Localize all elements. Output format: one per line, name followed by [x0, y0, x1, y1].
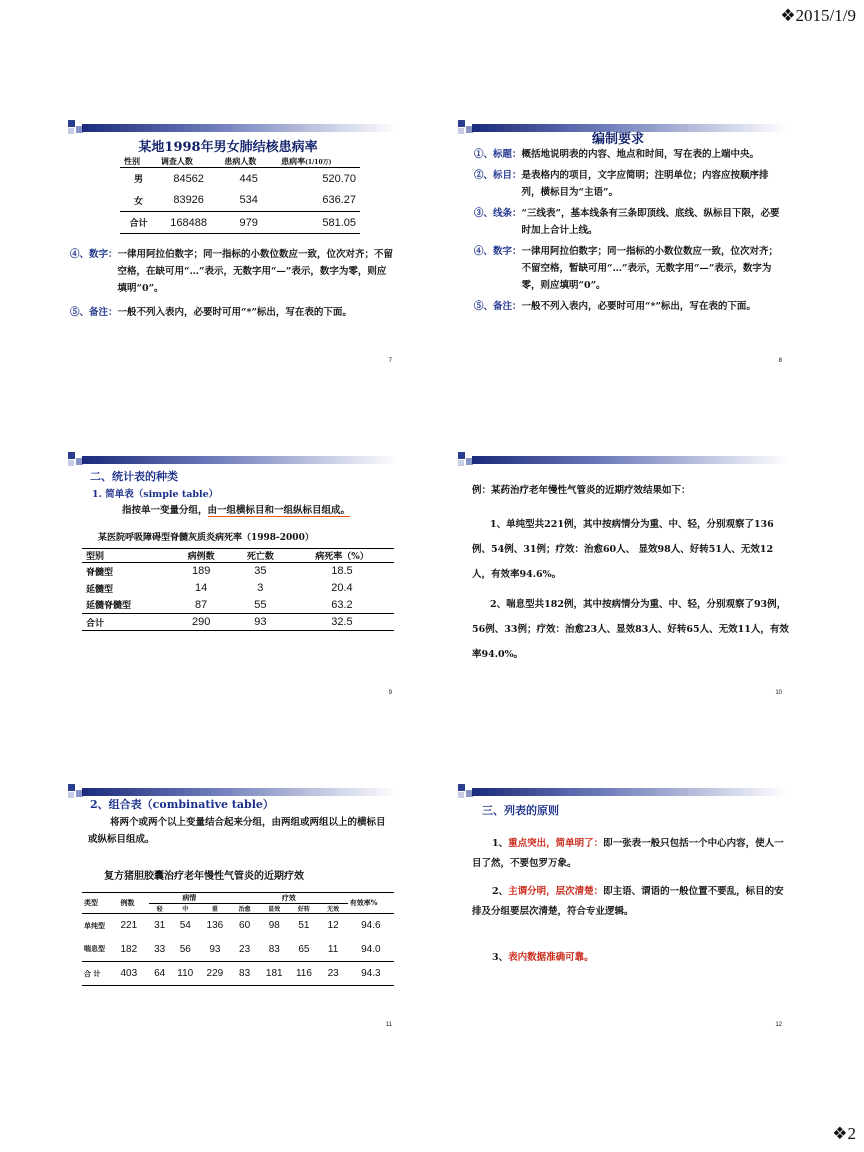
slide-12: [458, 782, 788, 1032]
table-cell: 延髓脊髓型: [86, 601, 132, 612]
slide-10: [458, 450, 788, 700]
header-cell: 患病率(1/10万): [281, 156, 332, 166]
table-cell: 520.70: [322, 172, 356, 185]
header-date: ❖2015/1/9: [780, 6, 856, 25]
slide-8: [458, 118, 788, 368]
table-cell: 延髓型: [86, 584, 114, 595]
example-asthma: 2、喘息型共182例，其中按病情分为重、中、轻，分别观察了93例，56例、33例；疗效：治愈23人、显效83人、好转65人、无效11人，有效率94.0%。: [472, 599, 789, 660]
principle-2: 2、主谓分明，层次清楚：即主语、谓语的一般位置不要乱，标目的安排及分组要层次清楚，符合专业逻辑。: [472, 886, 784, 917]
slide-title: 编制要求: [591, 132, 644, 147]
table-cell: 合计: [86, 618, 105, 629]
list-item: ①、标题： 概括地说明表的内容、地点和时间，写在表的上端中央。: [474, 149, 760, 160]
header-cell: 患病人数: [224, 156, 257, 166]
slide-decoration: [68, 450, 398, 468]
list-item: ②、标目： 是表格内的项目，文字应简明；注明单位；内容应按顺序排列，横标目为“主语”。: [474, 170, 769, 198]
note-remarks: ⑤、备注： 一般不列入表内，必要时可用“*”标出，写在表的下面。: [70, 307, 352, 318]
table-title: 复方猪胆胶囊治疗老年慢性气管炎的近期疗效: [104, 871, 304, 882]
page-number: 8: [778, 358, 782, 364]
principle-1: 1、重点突出，简单明了：即一张表一般只包括一个中心内容，使人一目了然，不要包罗万象。: [472, 838, 784, 869]
header-cell: 死亡数: [246, 552, 274, 562]
section-heading: 三、列表的原则: [482, 804, 559, 817]
page-number: 9: [388, 690, 392, 696]
note-digits: ④、数字： 一律用阿拉伯数字；同一指标的小数位数应一致，位次对齐；不留空格，在缺可用“…”表示，无数字用“—”表示，数字为零，则应填明“0”。: [70, 249, 394, 294]
page-number: 12: [775, 1022, 782, 1028]
combination-table: 类型 例数 病情 疗效 有效率% 轻 中 重 治愈 显效 好转 无效 单纯型 221 31 54 136 60 98 51 12 94.6 喘息型 182 33 56 93 23 83 65 11 94.0 合 计 403 64 110 229 83 181 116 23 94.3: [82, 892, 394, 986]
slide-9: [68, 450, 398, 700]
page-number: 11: [385, 1022, 392, 1028]
table-cell: 168488: [170, 216, 207, 229]
table-cell: 男: [133, 175, 143, 186]
list-item: ③、线条： “三线表”，基本线条有三条即顶线、底线、纵标目下限，必要时加上合计上线。: [474, 208, 780, 236]
table-cell: 636.27: [322, 194, 356, 207]
header-cell: 性别: [124, 156, 140, 166]
table-cell: 合计: [129, 219, 148, 229]
sub-heading: 1. 简单表（simple table）: [92, 489, 219, 500]
example-simple: 1、单纯型共221例，其中按病情分为重、中、轻，分别观察了136例、54例、31例；疗效：治愈60人、 显效98人、好转51人、无效12人，有效率94.6%。: [472, 519, 774, 580]
slide-decoration: [458, 450, 788, 468]
page-number: 7: [388, 358, 392, 364]
table-cell: 534: [239, 194, 258, 207]
table-cell: 83926: [173, 194, 204, 207]
slide-decoration: [68, 118, 398, 136]
table-cell: 445: [239, 172, 258, 185]
header-cell: 调查人数: [160, 156, 193, 166]
slide-7: [68, 118, 398, 368]
table-cell: 脊髓型: [86, 567, 114, 578]
table-cell: 女: [133, 196, 143, 207]
table-cell: 581.05: [322, 216, 356, 229]
principle-3: 3、表内数据准确可靠。: [492, 952, 594, 963]
slide-11: [68, 782, 398, 1032]
simple-table: 型别 病例数 死亡数 病死率（%） 脊髓型 189 35 18.5 延髓型 14 3 20.4 延髓脊髓型 87 55 63.2 合计 290 93 32.5: [82, 548, 394, 631]
header-cell: 型别: [86, 552, 105, 562]
list-item: ④、数字： 一律用阿拉伯数字；同一指标的小数位数应一致，位次对齐；不留空格，暂缺可用“…”表示，无数字用“—”表示，数字为零，则应填明“0”。: [474, 246, 779, 291]
section-heading: 二、统计表的种类: [90, 470, 178, 483]
requirements-list: [474, 146, 784, 315]
slide-title: 某地1998年男女肺结核患病率: [138, 140, 318, 155]
footer-page: ❖2: [832, 1124, 856, 1143]
header-cell: 病死率（%）: [315, 552, 369, 562]
table-title: 某医院呼吸障碍型脊髓灰质炎病死率（1998-2000）: [98, 533, 314, 543]
page-number: 10: [775, 690, 782, 696]
header-cell: 病例数: [187, 552, 215, 562]
section-heading: 2、组合表（combinative table）: [90, 798, 274, 811]
list-item: ⑤、备注： 一般不列入表内，必要时可用“*”标出，写在表的下面。: [474, 301, 756, 312]
description: 将两个或两个以上变量结合起来分组，由两组或两组以上的横标目或纵标目组成。: [88, 817, 386, 845]
example-intro: 例：某药治疗老年慢性气管炎的近期疗效结果如下：: [472, 485, 691, 496]
table-cell: 979: [239, 216, 258, 229]
table-cell: 84562: [173, 172, 204, 185]
slide-decoration: [458, 782, 788, 800]
tb-table: [120, 156, 360, 234]
description: 指按单一变量分组，由一组横标目和一组纵标目组成。: [122, 505, 351, 516]
